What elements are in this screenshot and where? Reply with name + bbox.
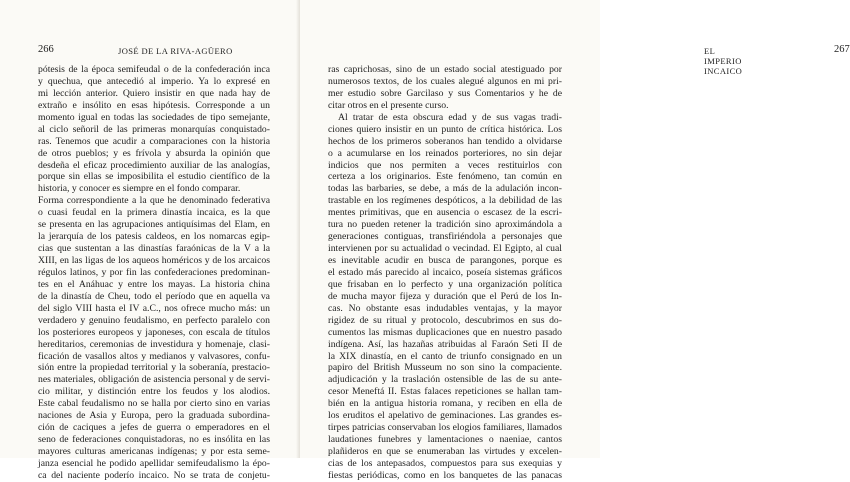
text-line: cias de los antepasados, compuestos para sus exequias y: [328, 457, 562, 469]
text-line: nes materiales, obligación de asistencia personal y de servi-: [38, 374, 270, 386]
text-line: cias que sustentan a las dinastías faraónicas de la V a la: [38, 243, 270, 255]
text-line: trastable en los regímenes despóticos, a la debilidad de las: [328, 195, 562, 207]
text-line: los posteriores europeos y japoneses, con escala de títulos: [38, 326, 270, 338]
text-line: mayores culturas americanas indígenas; y por esta seme-: [38, 446, 270, 457]
text-line: Forma correspondiente a la que he denominado federativa: [38, 195, 270, 207]
text-line: pótesis de la época semifeudal o de la confederación inca: [38, 64, 270, 75]
text-line: laudationes funebres y lamentaciones o naeniae, cantos: [328, 434, 562, 446]
text-line: que frisaban en lo perfecto y una organización política: [328, 278, 562, 290]
text-line: o cuasi feudal en la primera dinastía incaica, es la que: [38, 207, 270, 219]
text-line: rigidez de su ritual y protocolo, descubrimos en sus do-: [328, 314, 562, 326]
text-line: hereditarios, ceremonias de investidura y homenaje, clasi-: [38, 338, 270, 350]
text-line: cio militar, y distinción entre los feudos y los alodios.: [38, 386, 270, 398]
text-line: janza esencial he podido apellidar semifeudalismo la épo-: [38, 457, 270, 469]
text-line: mentes primitivas, que en ausencia o escasez de la escri-: [328, 207, 562, 219]
text-line: ca del naciente poderío incaico. No se trata de conjetu-: [38, 469, 270, 481]
text-line: cas. No obstante esas indudables ventajas, y la mayor: [328, 302, 562, 314]
running-head: JOSÉ DE LA RIVA-AGÜERO: [118, 46, 233, 56]
text-line: cesor Meneftá II. Estas falaces repeticiones se hallan tam-: [328, 386, 562, 398]
text-line: fiestas periódicas, como en los banquetes de las panacas: [328, 469, 562, 481]
text-line: extraño e insólito en esas hipótesis. Corresponde a un: [38, 99, 270, 111]
text-line: historia, y conocer es siempre en el fondo comparar.: [38, 183, 241, 195]
text-line: se presenta en las agrupaciones antiquísimas del Elam, en: [38, 219, 270, 231]
text-line: numerosos textos, de los cuales alegué algunos en mi pri-: [328, 75, 562, 87]
text-line: tes en el Anáhuac y entre los mayas. La historia china: [38, 278, 270, 290]
text-line: tura no pueden retener la tradición sino aproximándola a: [328, 219, 562, 231]
text-line: el estado más parecido al incaico, poseía sistemas gráficos: [328, 266, 562, 278]
text-line: intervienen por su actualidad o vecindad. El Egipto, al cual: [328, 243, 562, 255]
text-line: del siglo VIII hasta el IV a.C., nos ofrece mucho más: un: [38, 302, 270, 314]
text-line: indicios que nos permiten a veces restituirlos con: [328, 159, 562, 171]
text-line: plañideros en que se enumeraban las virtudes y excelen-: [328, 446, 562, 457]
text-line: verdadero y genuino feudalismo, en perfecto paralelo con: [38, 314, 270, 326]
text-line: momento igual en todas las sociedades de tipo semejante,: [38, 111, 270, 123]
page-number: 267: [834, 44, 850, 55]
running-head: EL IMPERIO INCAICO: [704, 46, 743, 76]
text-line: de mucha mayor fijeza y duración que el Perú de los In-: [328, 290, 562, 302]
text-line: ras. Tenemos que acudir a comparaciones con la historia: [38, 135, 270, 147]
text-line: hechos de los primeros soberanos han tendido a olvidarse: [328, 135, 562, 147]
text-line: adjudicación y la traslación ostensible de las de su ante-: [328, 374, 562, 386]
text-line: ras caprichosas, sino de un estado social atestiguado por: [328, 64, 562, 75]
text-line: seno de federaciones conquistadoras, no es insólita en las: [38, 434, 270, 446]
text-line: porque sin ellas se imposibilita el estudio científico de la: [38, 171, 270, 183]
text-line: indígena. Así, las hazañas atribuidas al Faraón Seti II de: [328, 338, 562, 350]
text-line: la jerarquía de los patesis caldeos, en los nomarcas egip-: [38, 231, 270, 243]
text-line: mi lección anterior. Quiero insistir en que nada hay de: [38, 87, 270, 99]
text-line: o a acumularse en los reinados porteriores, no sin dejar: [328, 147, 562, 159]
text-line: naciones de Asia y Europa, pero la graduada subordina-: [38, 410, 270, 422]
text-line: y quechua, que antecedió al imperio. Ya lo expresé en: [38, 75, 270, 87]
text-line: de la dinastía de Cheu, todo el período que en aquella va: [38, 290, 270, 302]
text-line: ficación de vasallos altos y medianos y valvasores, confu-: [38, 350, 270, 362]
text-line: mer estudio sobre Garcilaso y sus Comentarios y he de: [328, 87, 562, 99]
text-line: Al tratar de esta obscura edad y de sus vagas tradi-: [338, 111, 562, 123]
text-line: ciones quiero insistir en un punto de crítica histórica. Los: [328, 123, 562, 135]
text-line: Este cabal feudalismo no se halla por cierto sino en varias: [38, 398, 270, 410]
text-line: certeza a los originarios. Este fenómeno, tan común en: [328, 171, 562, 183]
text-line: sión entre la propiedad territorial y la soberanía, prestacio-: [38, 362, 270, 374]
text-line: bién en la antigua historia romana, y reciben en ella de: [328, 398, 562, 410]
text-line: XIII, en las ligas de los aqueos homéricos y de los arcaicos: [38, 255, 270, 266]
text-line: al ciclo señoril de las primeras monarquías conquistado-: [38, 123, 270, 135]
left-page: [0, 0, 300, 481]
text-line: los eruditos el apelativo de geminaciones. Las grandes es-: [328, 410, 562, 422]
text-line: todas las barbaries, se debe, a más de la adulación incon-: [328, 183, 562, 195]
left-body-text: [38, 64, 270, 482]
text-line: ción de caciques a jefes de guerra o emperadores en el: [38, 422, 270, 434]
text-line: desdeña el eficaz procedimiento auxiliar de las analogías,: [38, 159, 270, 171]
text-line: la XIX dinastía, en el canto de triunfo consignado en un: [328, 350, 562, 362]
text-line: cumentos las mismas duplicaciones que en nuestro pasado: [328, 326, 562, 338]
text-line: generaciones contiguas, transfiriéndola a personajes que: [328, 231, 562, 243]
right-body-text: [328, 64, 562, 482]
text-line: es inevitable acudir en busca de parangones, porque es: [328, 255, 562, 266]
text-line: de otros pueblos; y es frívola y absurda la opinión que: [38, 147, 270, 159]
text-line: tirpes patricias conservaban los elogios familiares, llamados: [328, 422, 562, 434]
page-number: 266: [38, 44, 54, 55]
text-line: régulos latinos, y por fin las confederaciones predominan-: [38, 266, 270, 278]
text-line: citar otros en el presente curso.: [328, 99, 449, 111]
text-line: papiro del British Musseum no son sino la compaciente.: [328, 362, 562, 374]
